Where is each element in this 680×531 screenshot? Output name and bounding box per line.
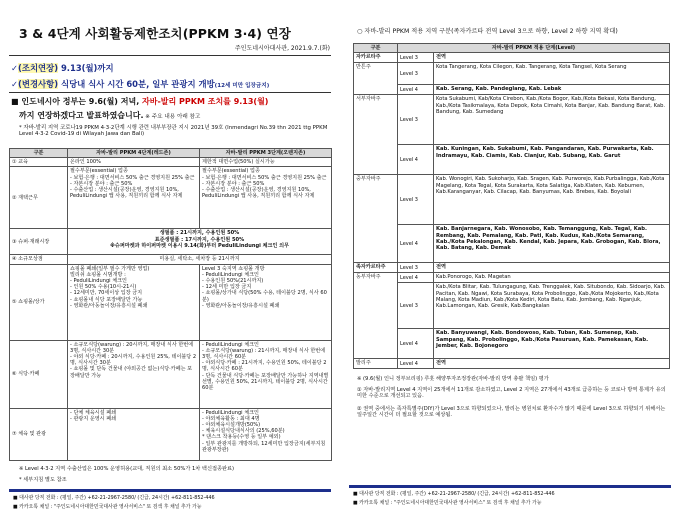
level3-cell: - PeduliLindungi 체크인 - 야외체육활동 : 최대 4명 - 야외체육시설개방(50%) - 체육시설식당내식사의 (25%,60분) * 댄스크 착용등(수영 등 일부 예외) - 일부 관광지를 개방하되, 12세미만 입장금지(세부지침 관광부장관) bbox=[200, 408, 332, 460]
table-row bbox=[354, 85, 670, 95]
level-cell: Level 4 bbox=[398, 145, 434, 175]
change-label: (변경사항) bbox=[18, 79, 59, 89]
level3-cell: - PeduliLindungi 체크인 - 소규모식당(warung) : 21시까지, 매장내 식사 한번에 3명, 식사시간 60분 - 야외식당·카페 : 21시까지, 수용인원 50%, 테이블당 2명, 식사시간 60분 - 단독 건물내 식당·카페는 포장배달만 가능하나 지역내별 선별, 수용인원 50%, 21시까지, 테이블당 2명, 식사시간 60분 bbox=[200, 340, 332, 408]
table-row bbox=[10, 255, 332, 264]
level-cell: Level 3 bbox=[398, 283, 434, 329]
province-cell: 서부자바주 bbox=[354, 95, 398, 175]
table-header-row bbox=[354, 44, 670, 53]
level-cell: Level 4 bbox=[398, 329, 434, 359]
table-row bbox=[10, 408, 332, 460]
table-row bbox=[354, 225, 670, 263]
embassy-date: 주인도네시아대사관, 2021.9.7.(화) bbox=[234, 45, 330, 52]
table-row bbox=[354, 95, 670, 145]
restrictions-table bbox=[9, 148, 332, 461]
level4-cell: 필수부문(essential) 업종 - 보험·은행 : 대면서비스 50% 출근 경영지원 25% 출근 - 자본시장 분야 : 출근 50% - 수출산업 : 생산시설(공장)운영, 경영지원 10%, PeduliLindungi 앱 사용, 직원끼리 함께 식사 자제 bbox=[68, 167, 200, 229]
category-cell: ⑤ 쇼핑몰/상가 bbox=[10, 264, 68, 340]
extension-label: (조치연장) bbox=[18, 63, 59, 73]
announcement-text: 인도네시아 정부는 9.6(월) 저녁, bbox=[21, 97, 143, 106]
table-row bbox=[10, 167, 332, 229]
announcement-note: ※ 주요 내용 아래 참고 bbox=[143, 114, 201, 120]
page-title: 3 & 4단계 사회활동제한조치(PPKM 3·4) 연장 bbox=[19, 26, 291, 41]
column-header: 구분 bbox=[10, 149, 68, 158]
column-header: 자바-발리 PPKM 적용 단계(Level) bbox=[398, 44, 670, 53]
table-row bbox=[354, 359, 670, 369]
divider bbox=[9, 92, 331, 93]
level-cell: Level 3 bbox=[398, 95, 434, 145]
province-cell: 중부자바주 bbox=[354, 175, 398, 263]
square-bullet-icon: ■ bbox=[11, 97, 19, 106]
table-header-row bbox=[10, 149, 332, 158]
table-row bbox=[354, 283, 670, 329]
market-cell: 생필품 : 21시까지, 수용인원 50% 표준생필품 : 17시까지, 수용인원 50% ※슈퍼마켓과 하이퍼마켓 이용시 9.14(화)부터 PeduliLindungi 체크인 의무 bbox=[68, 229, 332, 255]
regions-cell: Kota Sukabumi, Kab/Kota Cirebon, Kab./Kota Bogor, Kab./Kota Bekasi, Kota Bandung, Kab./Kota Tasikmalaya, Kota Depok, Kota Cimahi, Kota Banjar, Kab. Bandung Barat, Kab. Bandung, Kab. Sumedang bbox=[434, 95, 670, 145]
level-cell: Level 3 bbox=[398, 263, 434, 273]
level4-cell: 온라인 100% bbox=[68, 158, 200, 167]
guideline-note: * 세부지침 별도 참조 bbox=[19, 477, 67, 483]
province-cell: 족자카르타주 bbox=[354, 263, 398, 273]
announcement-text-2: 까지 연장하겠다고 발표하였습니다. bbox=[19, 111, 144, 120]
level3-cell: Level 3 숙지역 쇼핑몰 개방 - PeduliLindungi 체크인 - 수용인원 50%(21시까지) - 12세 미만 입장 금지 - 쇼핑몰/상가내 식당(50% 수용, 테이블당 2명, 식사 60분) - 영화관/아동놀이장/유흥시설 폐쇄 bbox=[200, 264, 332, 340]
province-cell: 발리주 bbox=[354, 359, 398, 369]
table-row bbox=[10, 158, 332, 167]
level-cell: Level 3 bbox=[398, 53, 434, 63]
kakao-channel: ■ 카카오톡 채널 : "주인도네시아대한민국대사관 영사서비스" 또 검색 후 채널 추가 가능 bbox=[353, 500, 542, 506]
table-row bbox=[354, 329, 670, 359]
embassy-phone: ■ 대사관 당직 전화 : (평일, 주간) +62-21-2967-2580/ (긴급, 24시간) +62-811-852-446 bbox=[13, 495, 215, 501]
regions-cell: Kota Tangerang, Kota Cilegon, Kab. Tangerang, Kota Tangsel, Kota Serang bbox=[434, 63, 670, 85]
regions-cell: 전역 bbox=[434, 53, 670, 63]
briefing-note: ※ (9.6(월) 인니 정부브리핑) 루훗 해양투자조정장관(자바-발리 방역 총괄 책임) 평가 bbox=[357, 376, 549, 382]
change-small: (12세 미만 입장금지) bbox=[214, 83, 270, 89]
province-cell: 반튼주 bbox=[354, 63, 398, 95]
category-cell: ② 재택근무 bbox=[10, 167, 68, 229]
announcement-highlight: 자바-발리 PPKM 조치를 9.13(월) bbox=[142, 97, 269, 106]
level-cell: Level 4 bbox=[398, 85, 434, 95]
level3-cell: 필수부문(essential) 업종 - 보험·은행 : 대면서비스 50% 출근 경영지원 25% 출근 - 자본시장 분야 : 출근 50% - 수출산업 : 생산시설(공장)운영, 경영지원 10%, PeduliLindungi 앱 사용, 직원끼리 함께 식사 자제 bbox=[200, 167, 332, 229]
category-cell: ④ 소규모상점 bbox=[10, 255, 68, 264]
level3-cell: 제한적 대면수업(50%) 실시가능 bbox=[200, 158, 332, 167]
regions-cell: Kab. Kuningan, Kab. Sukabumi, Kab. Pangandaran, Kab. Purwakarta, Kab. Indramayu, Kab. Ciamis, Kab. Cianjur, Kab. Subang, Kab. Garut bbox=[434, 145, 670, 175]
check-icon: ✓ bbox=[11, 63, 19, 73]
regions-cell: 전역 bbox=[434, 359, 670, 369]
table-row bbox=[354, 273, 670, 283]
level-cell: Level 4 bbox=[398, 359, 434, 369]
regions-cell: Kab. Wonogiri, Kab. Sukoharjo, Kab. Sragen, Kab. Purworejo, Kab.Purbalingga, Kab./Kota Magelang, Kota Tegal, Kota Surakarta, Kota Salatiga, Kab.Klaten, Kab. Kebumen, Kab.Karanganyar, Kab. Cilacap, Kab. Banyumas, Kab. Brebes, Kab. Boyolali bbox=[434, 175, 670, 225]
table-row bbox=[10, 229, 332, 255]
level4-cell: 쇼핑몰 폐쇄(일부 필수 가게만 영업) 빌리쉬 쇼핑몰 시범개방 : - PeduliLindungi 체크인 - 인원 50% 수용(10시-21시) - 12세미만, 70세이상 입장 금지 - 쇼핑몰내 식당 포장배달만 가능 - 영화관/아동놀이장/유흥시설 폐쇄 bbox=[68, 264, 200, 340]
table-row bbox=[354, 63, 670, 85]
footer-bar bbox=[349, 485, 671, 488]
extension-line bbox=[11, 63, 114, 73]
category-cell: ① 교육 bbox=[10, 158, 68, 167]
left-page bbox=[5, 0, 336, 531]
table-row bbox=[10, 264, 332, 340]
export-note: ※ Level 4·3·2 지역 수출산업은 100% 운영허용(교대, 직원의 최소 50%가 1차 백신접종완료) bbox=[19, 466, 235, 472]
province-cell: 동부자바주 bbox=[354, 273, 398, 359]
regions-cell: Kab. Banjarnegara, Kab. Wonosobo, Kab. Temanggung, Kab. Tegal, Kab. Rembang, Kab. Pemalang, Kab. Pati, Kab. Kudus, Kab./Kota Semarang, Kab./Kota Pekalongan, Kab. Kendal, Kab. Jepara, Kab. Grobogan, Kab. Blora, Kab. Batang, Kab. Demak bbox=[434, 225, 670, 263]
category-cell: ⑦ 체육 및 관광 bbox=[10, 408, 68, 460]
regions-cell: Kab./Kota Blitar, Kab. Tulungagung, Kab. Trenggalek, Kab. Situbondo, Kab. Sidoarjo, Kab. Pacitan, Kab. Ngawi, Kota Surabaya, Kota Probolinggo, Kab./Kota Mojokerto, Kab./Kota Malang, Kota Madiun, Kab./Kota Kediri, Kota Batu, Kab. Jombang, Kab. Nganjuk, Kab.Lamongan, Kab. Gresik, Kab.Bangkalan bbox=[434, 283, 670, 329]
change-line bbox=[11, 79, 269, 90]
check-icon: ✓ bbox=[11, 79, 19, 89]
table-row bbox=[354, 263, 670, 273]
column-header: 구분 bbox=[354, 44, 398, 53]
region-header: ○ 자바-발리 PPKM 적용 지역 구분(족자카르타 전역 Level 3으로 하향, Level 2 하향 지역 확대) bbox=[357, 28, 618, 35]
announcement-line-2 bbox=[19, 111, 200, 121]
shop-cell: 미용실, 세탁소, 세차장 등 21시까지 bbox=[68, 255, 332, 264]
column-header: 자바-발리 PPKM 4단계(레드존) bbox=[68, 149, 200, 158]
table-row bbox=[354, 53, 670, 63]
footer-bar bbox=[9, 489, 331, 492]
regions-cell: 전역 bbox=[434, 263, 670, 273]
evaluation-point-1: ① 자바-발리지역 Level 4 지역이 25개에서 11개로 감소하였고, Level 2 지역은 27개에서 43개로 급증하는 등 코로나 방역 통제가 유의미한 수준으로 개선되고 있음. bbox=[357, 387, 666, 400]
level4-cell: - 소규모식당(warung) : 20시까지, 매장내 식사 한번에 3명, 식사시간 30분 - 야외 식당·카페 : 20시까지, 수용인원 25%, 테이블당 2명, 식사시간 30분 - 쇼핑몰 및 단독 건물내 (야외공간 없는)식당·카페는 포장배달만 가능 bbox=[68, 340, 200, 408]
announcement-line-1 bbox=[11, 97, 268, 107]
level-cell: Level 4 bbox=[398, 225, 434, 263]
directive-note: * 자바-발리 지역 코로나19 PPKM 4·3·2단계 시행 관련 내부부장관 지시 2021년 39호 (Inmendagri No.39 thn 2021 ttg PPKM Level 4·3·2 Covid-19 di Wilayah Jawa dan Bali) bbox=[19, 125, 328, 138]
table-row bbox=[354, 175, 670, 225]
regions-cell: Kab. Serang, Kab. Pandeglang, Kab. Lebak bbox=[434, 85, 670, 95]
column-header: 자바-발리 PPKM 3단계(오렌지존) bbox=[200, 149, 332, 158]
regions-cell: Kab.Ponorogo, Kab. Magetan bbox=[434, 273, 670, 283]
level-cell: Level 3 bbox=[398, 63, 434, 85]
level4-cell: - 단체 체육시설 폐쇄 - 관광지 운영시 폐쇄 bbox=[68, 408, 200, 460]
regions-cell: Kab. Banyuwangi, Kab. Bondowoso, Kab. Tuban, Kab. Sumenep, Kab. Sampang, Kab. Probolinggo, Kab./Kota Pasuruan, Kab. Pamekasan, Kab. Jember, Kab. Bojonegoro bbox=[434, 329, 670, 359]
embassy-phone: ■ 대사관 당직 전화 : (평일, 주간) +62-21-2967-2580/ (긴급, 24시간) +62-811-852-446 bbox=[353, 491, 555, 497]
right-page bbox=[345, 0, 676, 531]
province-cell: 자카르타주 bbox=[354, 53, 398, 63]
region-level-table bbox=[353, 43, 670, 369]
category-cell: ③ 슈퍼·재래시장 bbox=[10, 229, 68, 255]
evaluation-point-2: ② 권역 중에서는 족자특별주(DIY)가 Level 3으로 하향되었으나, 발리는 병원치료 환자수가 많기 때문에 Level 3으로 하향되기 위해서는 일주일간 시간이 더 필요할 것으로 예상됨. bbox=[357, 406, 666, 419]
level-cell: Level 4 bbox=[398, 273, 434, 283]
change-text: 식당내 식사 시간 60분, 일부 관광지 개방 bbox=[58, 79, 215, 89]
table-row bbox=[354, 145, 670, 175]
category-cell: ⑥ 식당·카페 bbox=[10, 340, 68, 408]
level-cell: Level 3 bbox=[398, 175, 434, 225]
table-row bbox=[10, 340, 332, 408]
extension-text: 9.13(월)까지 bbox=[58, 63, 114, 73]
divider bbox=[9, 55, 331, 56]
kakao-channel: ■ 카카오톡 채널 : "주인도네시아대한민국대사관 영사서비스" 또 검색 후 채널 추가 가능 bbox=[13, 504, 202, 510]
